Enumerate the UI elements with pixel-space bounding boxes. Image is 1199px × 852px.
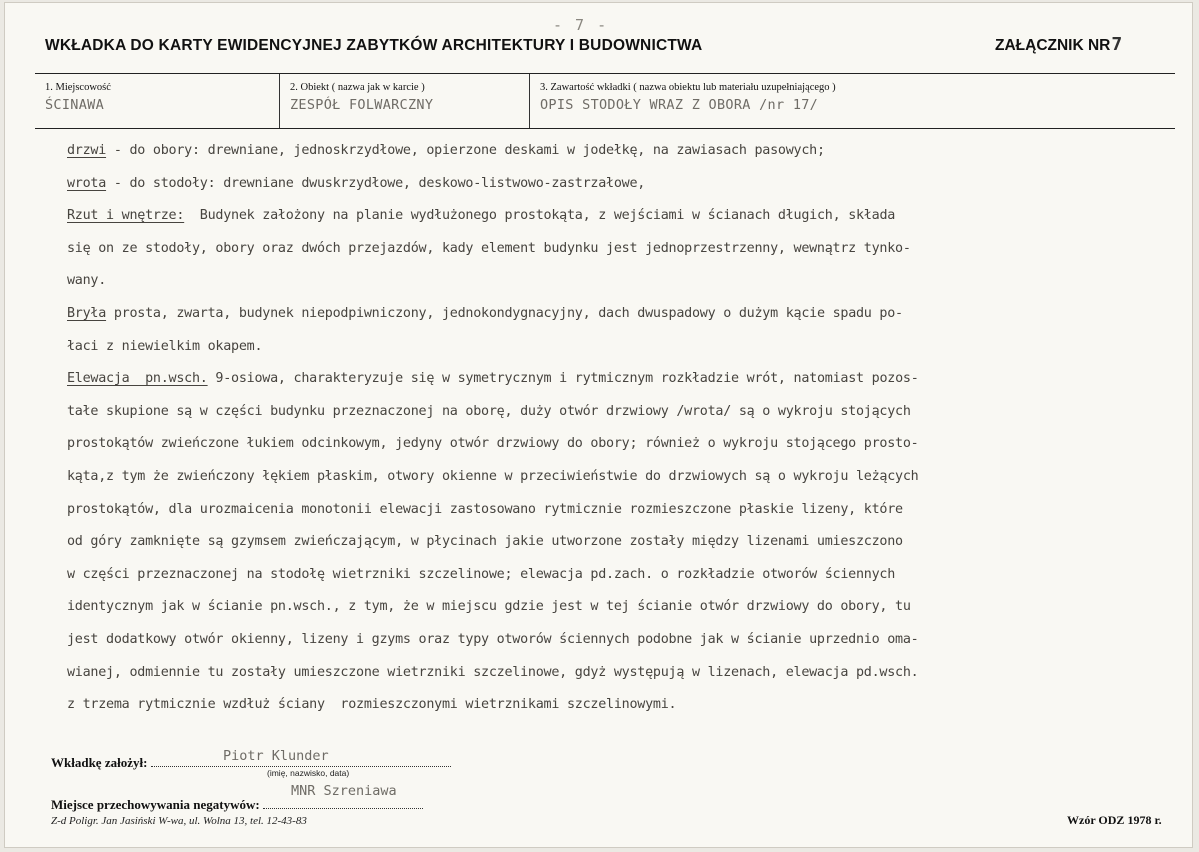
text-line xyxy=(67,140,1187,173)
text-line xyxy=(67,401,1187,434)
text-line xyxy=(67,303,1187,336)
section-heading: Elewacja pn.wsch. xyxy=(67,371,208,387)
text-line xyxy=(67,564,1187,597)
object-value: ZESPÓŁ FOLWARCZNY xyxy=(290,97,434,113)
line-text: się on ze stodoły, obory oraz dwóch przejazdów, kady element budynku jest jednoprzestrzenny, wewnątrz tynko- xyxy=(67,240,911,256)
section-heading: Rzut i wnętrze: xyxy=(67,208,185,224)
text-line xyxy=(67,499,1187,532)
text-line xyxy=(67,238,1187,271)
content-cell xyxy=(530,74,1175,128)
object-cell xyxy=(280,74,530,128)
annex-label: ZAŁĄCZNIK NR xyxy=(995,37,1111,54)
line-text: - do stodoły: drewniane dwuskrzydłowe, deskowo-listwowo-zastrzałowe, xyxy=(106,175,646,191)
content-value: OPIS STODOŁY WRAZ Z OBORA /nr 17/ xyxy=(540,97,819,113)
printer-imprint: Z-d Poligr. Jan Jasiński W-wa, ul. Wolna 13, tel. 12-43-83 xyxy=(51,815,307,827)
founded-dotted-line xyxy=(151,766,451,767)
line-text: wany. xyxy=(67,273,107,289)
line-text: z trzema rytmicznie wzdłuż ściany rozmieszczonymi wietrznikami szczelinowymi. xyxy=(67,697,677,713)
form-title: WKŁADKA DO KARTY EWIDENCYJNEJ ZABYTKÓW ARCHITEKTURY I BUDOWNICTWA xyxy=(45,37,703,54)
negatives-label: Miejsce przechowywania negatywów: xyxy=(51,797,260,812)
line-text: prostokątów, dla urozmaicenia monotonii elewacji zastosowano rytmicznie rozmieszczone płaskie lizeny, które xyxy=(67,501,903,517)
line-text: jest dodatkowy otwór okienny, lizeny i gzyms oraz typy otworów ściennych podobne jak w ścianie uprzednio oma- xyxy=(67,631,919,647)
annex-value: 7 xyxy=(1111,34,1123,55)
header-fields-table xyxy=(35,73,1175,129)
page-number: - 7 - xyxy=(553,16,609,34)
text-line xyxy=(67,466,1187,499)
text-line xyxy=(67,694,1187,727)
line-text: identycznym jak w ścianie pn.wsch., z tym, że w miejscu gdzie jest w tej ścianie otwór drzwiowy do obory, tu xyxy=(67,599,911,615)
section-heading: wrota xyxy=(67,175,107,191)
section-heading: Bryła xyxy=(67,305,107,321)
founded-by-name: Piotr Klunder xyxy=(223,748,329,764)
text-line xyxy=(67,629,1187,662)
form-code: Wzór ODZ 1978 r. xyxy=(1067,813,1162,827)
annex-number xyxy=(995,34,1122,55)
locality-cell xyxy=(35,74,280,128)
text-line xyxy=(67,662,1187,695)
founded-label: Wkładkę założył: xyxy=(51,755,148,770)
text-line xyxy=(67,531,1187,564)
content-label: 3. Zawartość wkładki ( nazwa obiektu lub materiału uzupełniającego ) xyxy=(540,82,836,93)
line-text: tałe skupione są w części budynku przeznaczonej na oborę, duży otwór drzwiowy /wrota/ są o wykroju stojących xyxy=(67,403,911,419)
negatives-location: MNR Szreniawa xyxy=(291,783,397,799)
line-text: - do obory: drewniane, jednoskrzydłowe, opierzone deskami w jodełkę, na zawiasach pasowych; xyxy=(106,143,825,158)
locality-label: 1. Miejscowość xyxy=(45,82,111,93)
text-line xyxy=(67,596,1187,629)
text-line xyxy=(67,270,1187,303)
line-text: prostokątów zwieńczone łukiem odcinkowym, jedyny otwór drzwiowy do obory; również o wykroju stojącego prosto- xyxy=(67,436,919,452)
text-line xyxy=(67,433,1187,466)
line-text: w części przeznaczonej na stodołę wietrzniki szczelinowe; elewacja pd.zach. o rozkładzie otworów ściennych xyxy=(67,566,896,582)
line-text: łaci z niewielkim okapem. xyxy=(67,338,263,354)
record-card-insert xyxy=(4,2,1193,848)
text-line xyxy=(67,173,1187,206)
object-label: 2. Obiekt ( nazwa jak w karcie ) xyxy=(290,82,425,93)
negatives-row xyxy=(51,797,423,813)
line-text: wianej, odmiennie tu zostały umieszczone wietrzniki szczelinowe, gdyż występują w lizenach, elewacja pd.wsch. xyxy=(67,664,919,680)
text-line xyxy=(67,368,1187,401)
line-text: Budynek założony na planie wydłużonego prostokąta, z wejściami w ścianach długich, składa xyxy=(184,208,896,224)
line-text: 9-osiowa, charakteryzuje się w symetrycznym i rytmicznym rozkładzie wrót, natomiast pozos- xyxy=(207,371,919,387)
text-line xyxy=(67,336,1187,369)
typed-description xyxy=(67,140,1187,727)
negatives-dotted-line xyxy=(263,808,423,809)
founded-caption: (imię, nazwisko, data) xyxy=(267,768,350,778)
section-heading: drzwi xyxy=(67,143,107,158)
text-line xyxy=(67,205,1187,238)
line-text: prosta, zwarta, budynek niepodpiwniczony, jednokondygnacyjny, dach dwuspadowy o dużym kącie spadu po- xyxy=(106,305,903,321)
line-text: kąta,z tym że zwieńczony łękiem płaskim, otwory okienne w przeciwieństwie do drzwiowych są o wykroju leżących xyxy=(67,468,919,484)
line-text: od góry zamknięte są gzymsem zwieńczającym, w płycinach jakie utworzone zostały między lizenami umieszczono xyxy=(67,534,903,550)
locality-value: ŚCINAWA xyxy=(45,97,104,113)
